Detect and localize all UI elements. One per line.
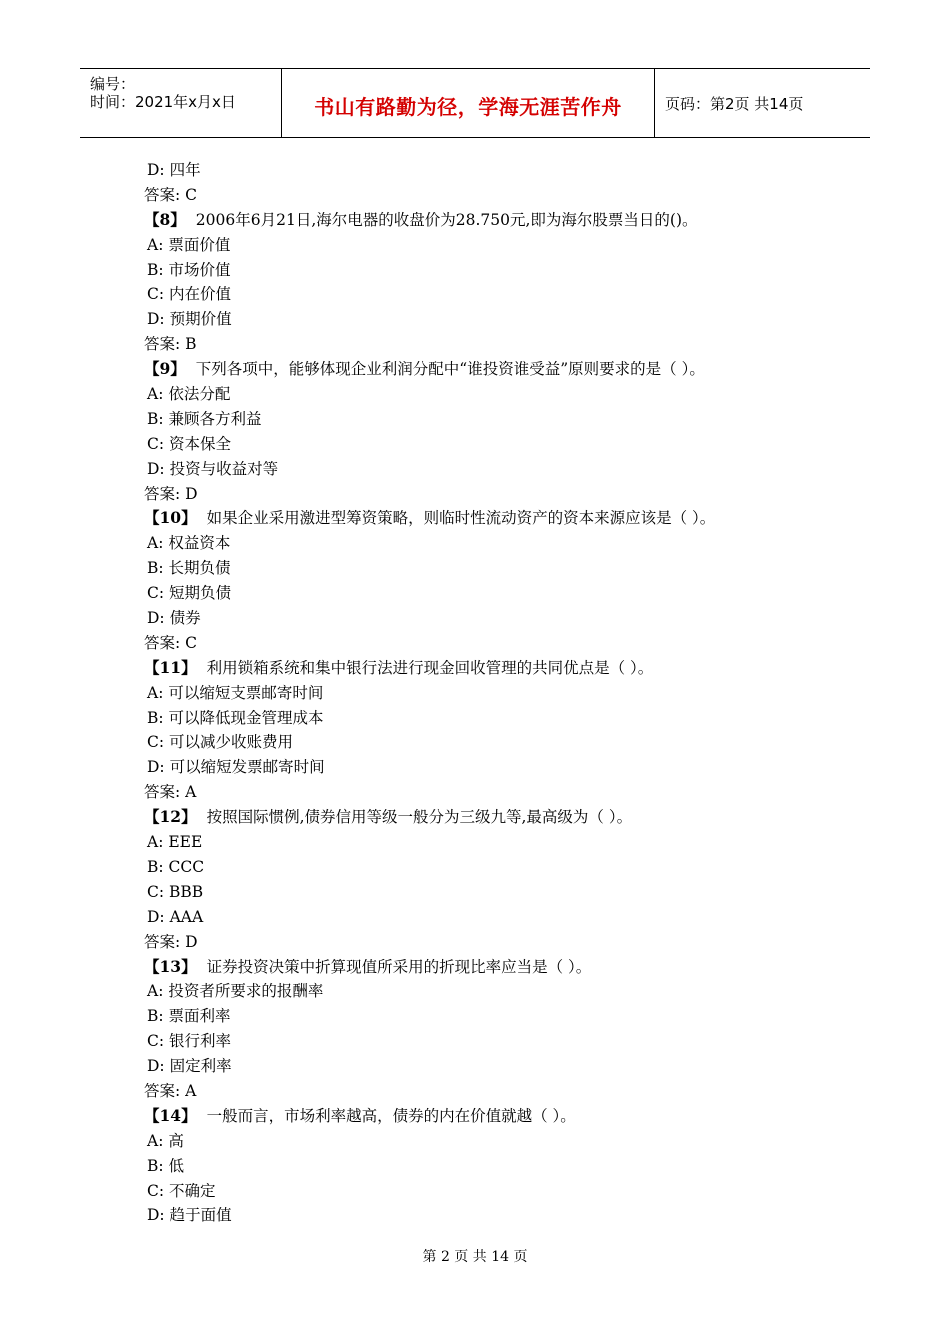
answer-line: 答案: D bbox=[144, 932, 198, 951]
answer-line: 答案: A bbox=[144, 1081, 197, 1100]
question-number: 【13】 bbox=[144, 956, 197, 976]
question-line bbox=[144, 955, 864, 980]
option-line: C: 内在价值 bbox=[147, 285, 232, 304]
option-line: C: 短期负债 bbox=[147, 584, 232, 603]
option-line: D: 债券 bbox=[147, 609, 201, 628]
question-line bbox=[144, 656, 864, 681]
option-line: C: 可以减少收账费用 bbox=[147, 733, 294, 752]
option-line: D: AAA bbox=[147, 907, 204, 926]
question-number: 【11】 bbox=[144, 657, 197, 677]
option-line: B: 票面利率 bbox=[147, 1007, 231, 1026]
question-list bbox=[144, 158, 864, 1228]
question-line bbox=[144, 357, 864, 382]
question-line bbox=[144, 506, 864, 531]
option-line: A: EEE bbox=[147, 833, 203, 852]
option-line: C: 不确定 bbox=[147, 1181, 216, 1200]
answer-line: 答案: C bbox=[144, 633, 198, 652]
page-footer: 第 2 页 共 14 页 bbox=[422, 1249, 528, 1265]
question-number: 【8】 bbox=[144, 209, 186, 229]
option-line: C: 银行利率 bbox=[147, 1032, 232, 1051]
option-line: C: 资本保全 bbox=[147, 434, 232, 453]
option-line: B: CCC bbox=[147, 857, 205, 876]
option-line: A: 高 bbox=[147, 1131, 184, 1150]
option-line: B: 市场价值 bbox=[147, 260, 231, 279]
option-line: D: 固定利率 bbox=[147, 1057, 232, 1076]
option-line: D: 投资与收益对等 bbox=[147, 459, 279, 478]
question-line bbox=[144, 805, 864, 830]
option-line: A: 依法分配 bbox=[147, 385, 231, 404]
option-line: A: 票面价值 bbox=[147, 235, 231, 254]
question-text: 利用锁箱系统和集中银行法进行现金回收管理的共同优点是（ ）。 bbox=[206, 658, 654, 677]
question-number: 【9】 bbox=[144, 359, 186, 379]
question-text: 一般而言，市场利率越高，债券的内在价值就越（ ）。 bbox=[206, 1106, 576, 1125]
question-text: 证券投资决策中折算现值所采用的折现比率应当是（ ）。 bbox=[206, 957, 592, 976]
option-line: B: 长期负债 bbox=[147, 559, 231, 578]
answer-line: 答案: C bbox=[144, 185, 198, 204]
answer-line: 答案: B bbox=[144, 335, 197, 354]
page-header bbox=[80, 68, 870, 138]
option-line: B: 可以降低现金管理成本 bbox=[147, 708, 324, 727]
header-number-label: 编号： bbox=[90, 75, 136, 93]
answer-line: 答案: A bbox=[144, 783, 197, 802]
question-text: 按照国际惯例,债券信用等级一般分为三级九等,最高级为（ ）。 bbox=[206, 808, 633, 827]
question-text: 下列各项中，能够体现企业利润分配中“谁投资谁受益”原则要求的是（ ）。 bbox=[195, 360, 705, 379]
question-number: 【12】 bbox=[144, 807, 197, 827]
header-motto-cell bbox=[282, 69, 655, 137]
question-text: 2006年6月21日,海尔电器的收盘价为28.750元,即为海尔股票当日的()。 bbox=[195, 210, 698, 229]
option-line: A: 可以缩短支票邮寄时间 bbox=[147, 683, 324, 702]
question-text: 如果企业采用激进型筹资策略，则临时性流动资产的资本来源应该是（ ）。 bbox=[206, 509, 716, 528]
header-motto: 书山有路勤为径，学海无涯苦作舟 bbox=[314, 95, 622, 119]
option-line: D: 预期价值 bbox=[147, 310, 232, 329]
option-line: D: 可以缩短发票邮寄时间 bbox=[147, 758, 325, 777]
answer-line: 答案: D bbox=[144, 484, 198, 503]
header-page-label: 页码：第2页 共14页 bbox=[665, 95, 804, 113]
header-date-label: 时间：2021年x月x日 bbox=[90, 93, 236, 111]
question-line bbox=[144, 1104, 864, 1129]
question-line bbox=[144, 208, 864, 233]
question-number: 【14】 bbox=[144, 1105, 197, 1125]
header-page-cell bbox=[655, 69, 870, 137]
option-line: B: 兼顾各方利益 bbox=[147, 409, 262, 428]
option-line: A: 投资者所要求的报酬率 bbox=[147, 982, 324, 1001]
option-line: B: 低 bbox=[147, 1156, 185, 1175]
option-line: C: BBB bbox=[147, 882, 204, 901]
question-number: 【10】 bbox=[144, 508, 197, 528]
option-line: D: 四年 bbox=[147, 161, 201, 179]
option-line: D: 趋于面值 bbox=[147, 1206, 232, 1225]
header-info-cell bbox=[80, 69, 282, 137]
option-line: A: 权益资本 bbox=[147, 534, 231, 553]
